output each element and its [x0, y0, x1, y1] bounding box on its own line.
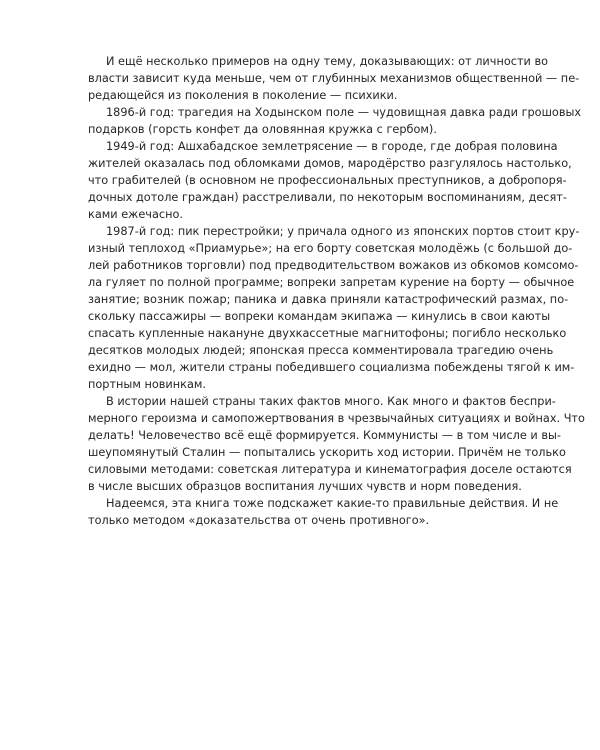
paragraph [88, 104, 582, 138]
text-line: силовыми методами: советская литература и кинематография доселе остаются [88, 463, 572, 476]
paragraph [88, 393, 585, 495]
text-line: десятков молодых людей; японская пресса комментировала трагедию очень [88, 344, 554, 357]
text-line: власти зависит куда меньше, чем от глубинных механизмов общественной — пе- [88, 72, 580, 85]
text-line: ла гуляет по полной программе; вопреки запретам курение на борту — обычное [88, 276, 575, 289]
text-line: занятие; возник пожар; паника и давка приняли катастрофический размах, по- [88, 293, 569, 306]
text-line: Надеемся, эта книга тоже подскажет какие-то правильные действия. И не [106, 497, 559, 510]
text-line: шеупомянутый Сталин — попытались ускорить ход истории. Причём не только [88, 446, 566, 459]
text-line: дочных дотоле граждан) расстреливали, по некоторым воспоминаниям, десят- [88, 191, 567, 204]
paragraph [88, 223, 580, 393]
text-line: жителей оказалась под обломками домов, мародёрство разгулялось настолько, [88, 157, 572, 170]
text-line: скольку пассажиры — вопреки командам экипажа — кинулись в свои каюты [88, 310, 551, 323]
text-line: мерного героизма и самопожертвования в чрезвычайных ситуациях и войнах. Что [88, 412, 585, 425]
text-line: редающейся из поколения в поколение — психики. [88, 89, 398, 102]
paragraph [88, 53, 580, 104]
text-line: лей работников торговли) под предводительством вожаков из обкомов комсомо- [88, 259, 579, 272]
text-line: портным новинкам. [88, 378, 207, 391]
text-line: что грабителей (в основном не профессиональных преступников, а добропоря- [88, 174, 567, 187]
text-line: в числе высших образцов воспитания лучших чувств и норм поведения. [88, 480, 522, 493]
text-line: изный теплоход «Приамурье»; на его борту советская молодёжь (с большой до- [88, 242, 573, 255]
text-line: И ещё несколько примеров на одну тему, доказывающих: от личности во [106, 55, 549, 68]
text-line: спасать купленные накануне двухкассетные магнитофоны; погибло несколько [88, 327, 567, 340]
text-line: только методом «доказательства от очень противного». [88, 514, 430, 527]
text-line: делать! Человечество всё ещё формируется. Коммунисты — в том числе и вы- [88, 429, 562, 442]
text-line: ками ежечасно. [88, 208, 183, 221]
text-line: 1949-й год: Ашхабадское землетрясение — в городе, где добрая половина [106, 140, 558, 153]
text-line: подарков (горсть конфет да оловянная кружка с гербом). [88, 123, 437, 136]
text-line: ехидно — мол, жители страны победившего социализма побеждены тягой к им- [88, 361, 575, 374]
text-line: 1987-й год: пик перестройки; у причала одного из японских портов стоит кру- [106, 225, 580, 238]
text-line: 1896-й год: трагедия на Ходынском поле — чудовищная давка ради грошовых [106, 106, 582, 119]
text-column [88, 53, 585, 529]
paragraph [88, 495, 559, 529]
paragraph [88, 138, 572, 223]
text-line: В истории нашей страны таких фактов много. Как много и фактов беспри- [106, 395, 556, 408]
